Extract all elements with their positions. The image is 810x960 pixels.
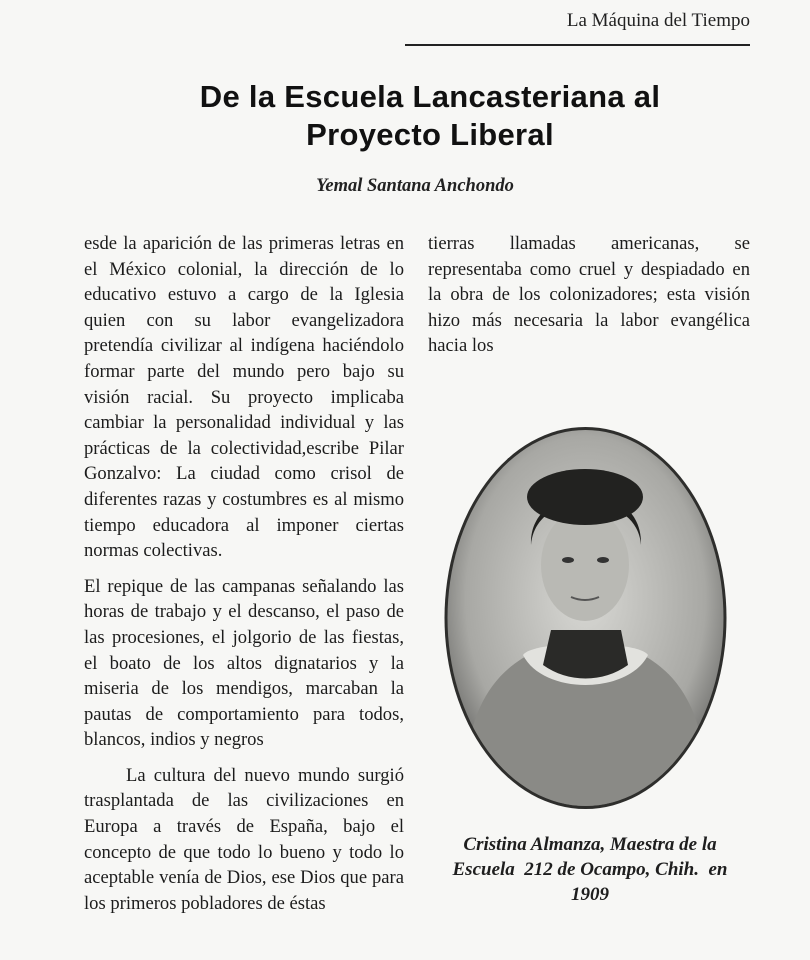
running-head: La Máquina del Tiempo — [566, 10, 750, 31]
paragraph-2: El repique de las campanas señalando las horas de trabajo y el descanso, el paso de las procesiones, el jolgorio de las fiestas, el boato de los altos dignatarios y la miseria de los mendigos, marcaban la pautas de comportamiento para todos, blancos, indios y negros — [84, 575, 404, 751]
left-column — [84, 231, 404, 916]
paragraph-right-1: tierras llamadas americanas, se representaba como cruel y despiadado en la obra de los colonizadores; esta visión hizo más necesaria la labor evangélica hacia los — [428, 233, 750, 357]
caption-line-2: Escuela 212 de Ocampo, Chih. en — [452, 859, 728, 880]
article-title — [0, 78, 810, 154]
right-column — [428, 231, 750, 359]
caption-line-3: 1909 — [571, 884, 609, 905]
photo-caption — [420, 832, 760, 907]
paragraph-1: esde la aparición de las primeras letras en el México colonial, la dirección de lo educativo estuvo a cargo de la Iglesia quien con su labor evangelizadora pretendía civilizar al indígena haciéndolo formar parte del mundo pero bajo su visión racial. Su proyecto implicaba cambiar la personalidad individual y las prácticas de la colectividad,escribe Pilar Gonzalvo: La ciudad como crisol de diferentes razas y costumbres es al mismo tiempo educadora al imponer ciertas normas colectivas. — [84, 233, 404, 562]
title-line-1: De la Escuela Lancasteriana al — [199, 79, 661, 114]
author-byline: Yemal Santana Anchondo — [316, 176, 514, 196]
paragraph-3: La cultura del nuevo mundo surgió trasplantada de las civilizaciones en Europa a través de España, bajo el concepto de que todo lo bueno y todo lo aceptable venía de Dios, ese Dios que para los primeros pobladores de éstas — [84, 764, 404, 914]
header-rule — [405, 44, 750, 46]
portrait-photo — [443, 425, 728, 811]
caption-line-1: Cristina Almanza, Maestra de la — [463, 834, 717, 855]
title-line-2: Proyecto Liberal — [306, 117, 554, 152]
